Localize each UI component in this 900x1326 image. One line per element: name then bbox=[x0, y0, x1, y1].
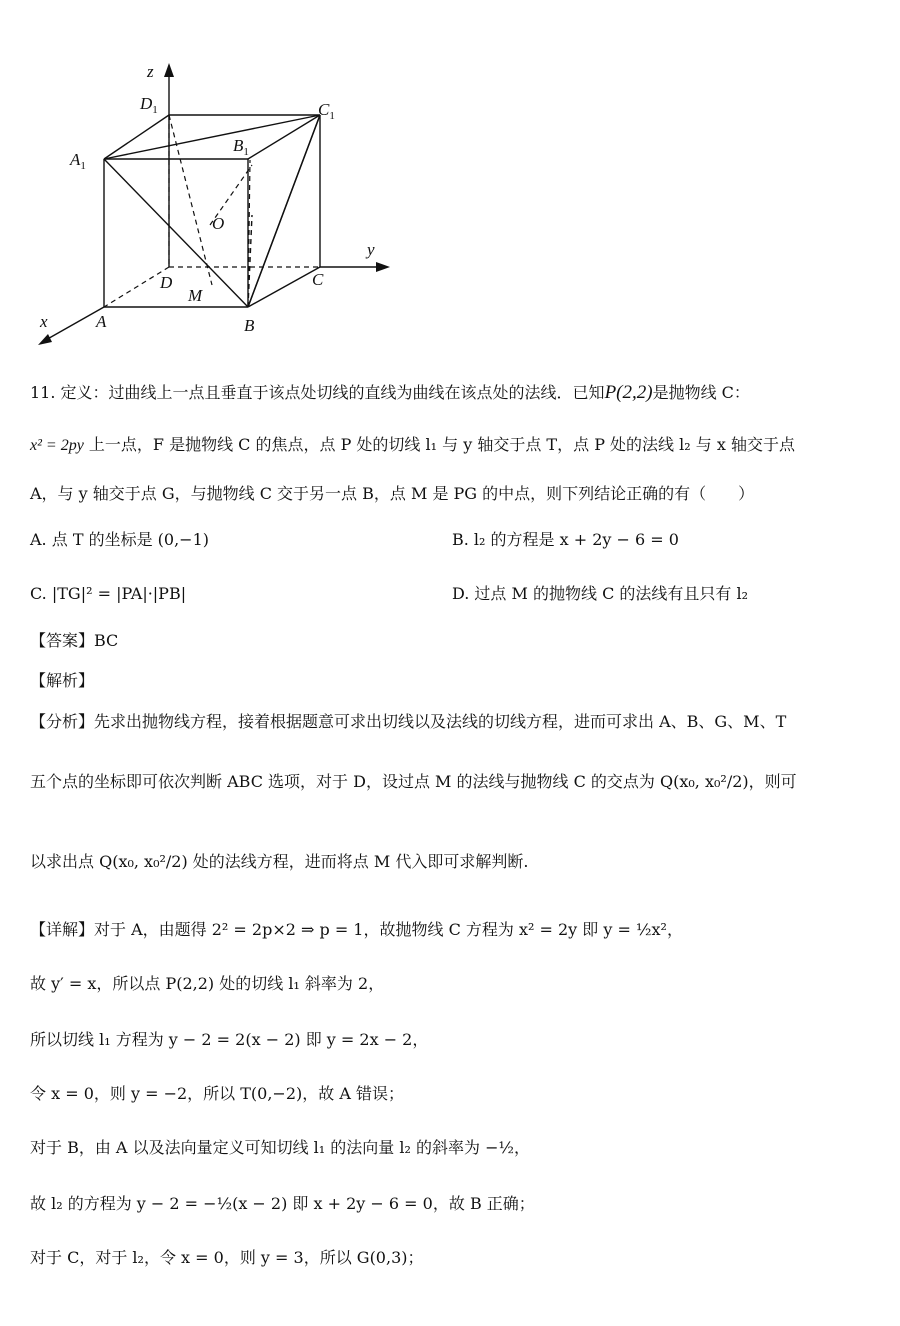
y-arrow bbox=[376, 262, 390, 272]
label-C1: $C_1$ bbox=[318, 100, 335, 122]
question-line-1: 11. 定义：过曲线上一点且垂直于该点处切线的直线为曲线在该点处的法线．已知P(2,2)是抛物线 C： bbox=[30, 382, 750, 403]
detail-line-7: 对于 C，对于 l₂，令 x = 0，则 y = 3，所以 G(0,3)； bbox=[30, 1248, 424, 1267]
question-line-2: x² = 2py 上一点，F 是抛物线 C 的焦点，点 P 处的切线 l₁ 与 y 轴交于点 T，点 P 处的法线 l₂ 与 x 轴交于点 bbox=[30, 435, 795, 454]
label-D: D bbox=[160, 273, 173, 292]
label-y: y bbox=[367, 240, 375, 259]
question-line-3: A，与 y 轴交于点 G，与抛物线 C 交于另一点 B，点 M 是 PG 的中点，则下列结论正确的有（ ） bbox=[30, 484, 755, 503]
analysis-label: 【解析】 bbox=[30, 671, 95, 690]
detail-line-1: 【详解】对于 A，由题得 2² = 2p×2 ⇒ p = 1，故抛物线 C 方程为 x² = 2y 即 y = ½x²， bbox=[30, 920, 683, 939]
label-B: B bbox=[244, 316, 255, 335]
option-c: C. |TG|² = |PA|·|PB| bbox=[30, 584, 187, 603]
detail-line-3: 所以切线 l₁ 方程为 y − 2 = 2(x − 2) 即 y = 2x − 2， bbox=[30, 1030, 429, 1049]
label-z: z bbox=[147, 62, 154, 81]
label-C: C bbox=[312, 270, 324, 289]
detail-line-4: 令 x = 0，则 y = −2，所以 T(0,−2)，故 A 错误； bbox=[30, 1084, 404, 1103]
diag-A1B bbox=[104, 159, 248, 307]
edge-BC bbox=[248, 267, 320, 307]
question-number: 11. bbox=[30, 383, 56, 402]
label-B1: $B_1$ bbox=[233, 136, 249, 158]
edge-B1C1 bbox=[248, 115, 320, 159]
label-D1: $D_1$ bbox=[140, 94, 158, 116]
label-M: M bbox=[188, 286, 203, 305]
analysis-line-2: 五个点的坐标即可依次判断 ABC 选项，对于 D，设过点 M 的法线与抛物线 C 的交点为 Q(x₀, x₀²/2)，则可 bbox=[30, 772, 797, 791]
detail-line-2: 故 y′ = x，所以点 P(2,2) 处的切线 l₁ 斜率为 2， bbox=[30, 974, 385, 993]
label-x: x bbox=[40, 312, 48, 331]
option-a: A. 点 T 的坐标是 (0,−1) bbox=[30, 530, 209, 549]
detail-line-6: 故 l₂ 的方程为 y − 2 = −½(x − 2) 即 x + 2y − 6 = 0，故 B 正确； bbox=[30, 1194, 535, 1213]
z-arrow bbox=[164, 63, 174, 77]
option-d: D. 过点 M 的抛物线 C 的法线有且只有 l₂ bbox=[452, 584, 749, 603]
analysis-line-3: 以求出点 Q(x₀, x₀²/2) 处的法线方程，进而将点 M 代入即可求解判断. bbox=[30, 852, 529, 871]
answer: 【答案】BC bbox=[30, 631, 119, 650]
x-arrow bbox=[38, 334, 52, 345]
label-A: A bbox=[96, 312, 107, 331]
label-O: O bbox=[212, 214, 225, 233]
line-D1M bbox=[169, 115, 212, 285]
detail-line-5: 对于 B，由 A 以及法向量定义可知切线 l₁ 的法向量 l₂ 的斜率为 −½， bbox=[30, 1138, 530, 1157]
cube-figure bbox=[30, 55, 420, 355]
cube-diagram bbox=[30, 55, 420, 355]
label-A1: $A_1$ bbox=[70, 150, 86, 172]
option-b: B. l₂ 的方程是 x + 2y − 6 = 0 bbox=[452, 530, 679, 549]
analysis-line-1: 【分析】先求出抛物线方程，接着根据题意可求出切线以及法线的切线方程，进而可求出 A、B、G、M、T bbox=[30, 712, 787, 731]
x-axis bbox=[44, 307, 104, 341]
